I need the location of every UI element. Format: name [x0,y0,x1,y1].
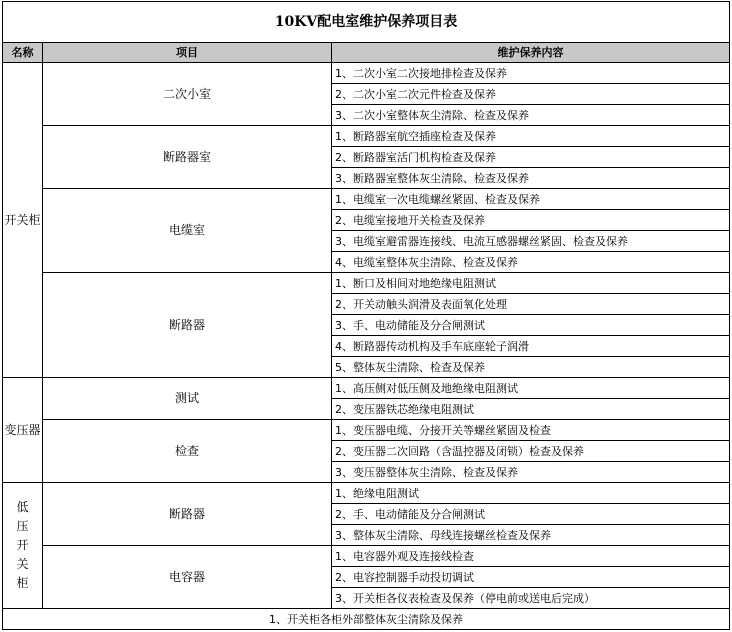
content-row: 1、断路器室航空插座检查及保养 [332,126,730,147]
item-breaker-room: 断路器室 [43,126,332,189]
maintenance-table [2,1,730,630]
content-row: 1、变压器电缆、分接开关等螺丝紧固及检查 [332,420,730,441]
content-row: 3、开关柜各仪表检查及保养（停电前或送电后完成） [332,588,730,609]
content-row: 4、断路器传动机构及手车底座轮子润滑 [332,336,730,357]
content-row: 2、电缆室接地开关检查及保养 [332,210,730,231]
vertical-char: 关 [16,557,29,571]
content-row: 2、开关动触头润滑及表面氧化处理 [332,294,730,315]
category-low-voltage-switchgear [3,483,43,609]
content-row: 1、电容器外观及连接线检查 [332,546,730,567]
item-cable-room: 电缆室 [43,189,332,273]
vertical-char: 开 [16,538,29,552]
item-inspection: 检查 [43,420,332,483]
content-row: 3、二次小室整体灰尘清除、检查及保养 [332,105,730,126]
header-content: 维护保养内容 [332,43,730,63]
item-capacitor: 电容器 [43,546,332,609]
content-row: 1、断口及相间对地绝缘电阻测试 [332,273,730,294]
content-row: 3、整体灰尘清除、母线连接螺丝检查及保养 [332,525,730,546]
content-row: 3、手、电动储能及分合闸测试 [332,315,730,336]
item-circuit-breaker: 断路器 [43,273,332,378]
vertical-char: 压 [16,519,29,533]
content-row: 5、整体灰尘清除、检查及保养 [332,357,730,378]
content-row: 1、电缆室一次电缆螺丝紧固、检查及保养 [332,189,730,210]
content-row: 3、变压器整体灰尘清除、检查及保养 [332,462,730,483]
content-row: 3、电缆室避雷器连接线、电流互感器螺丝紧固、检查及保养 [332,231,730,252]
item-test: 测试 [43,378,332,420]
content-row: 4、电缆室整体灰尘清除、检查及保养 [332,252,730,273]
category-switchgear: 开关柜 [3,63,43,378]
content-row: 2、电容控制器手动投切调试 [332,567,730,588]
item-secondary-room: 二次小室 [43,63,332,126]
table-title: 10KV配电室维护保养项目表 [3,2,730,43]
content-row: 1、二次小室二次接地排检查及保养 [332,63,730,84]
content-row: 2、变压器铁芯绝缘电阻测试 [332,399,730,420]
content-row: 1、高压侧对低压侧及地绝缘电阻测试 [332,378,730,399]
content-row: 2、手、电动储能及分合闸测试 [332,504,730,525]
header-name: 名称 [3,43,43,63]
content-row: 2、变压器二次回路（含温控器及闭锁）检查及保养 [332,441,730,462]
header-item: 项目 [43,43,332,63]
category-transformer: 变压器 [3,378,43,483]
footer-row: 1、开关柜各柜外部整体灰尘清除及保养 [3,609,730,630]
content-row: 1、绝缘电阻测试 [332,483,730,504]
item-lv-breaker: 断路器 [43,483,332,546]
vertical-char: 低 [16,500,29,514]
content-row: 2、断路器室活门机构检查及保养 [332,147,730,168]
vertical-char: 柜 [16,576,29,590]
content-row: 3、断路器室整体灰尘清除、检查及保养 [332,168,730,189]
content-row: 2、二次小室二次元件检查及保养 [332,84,730,105]
